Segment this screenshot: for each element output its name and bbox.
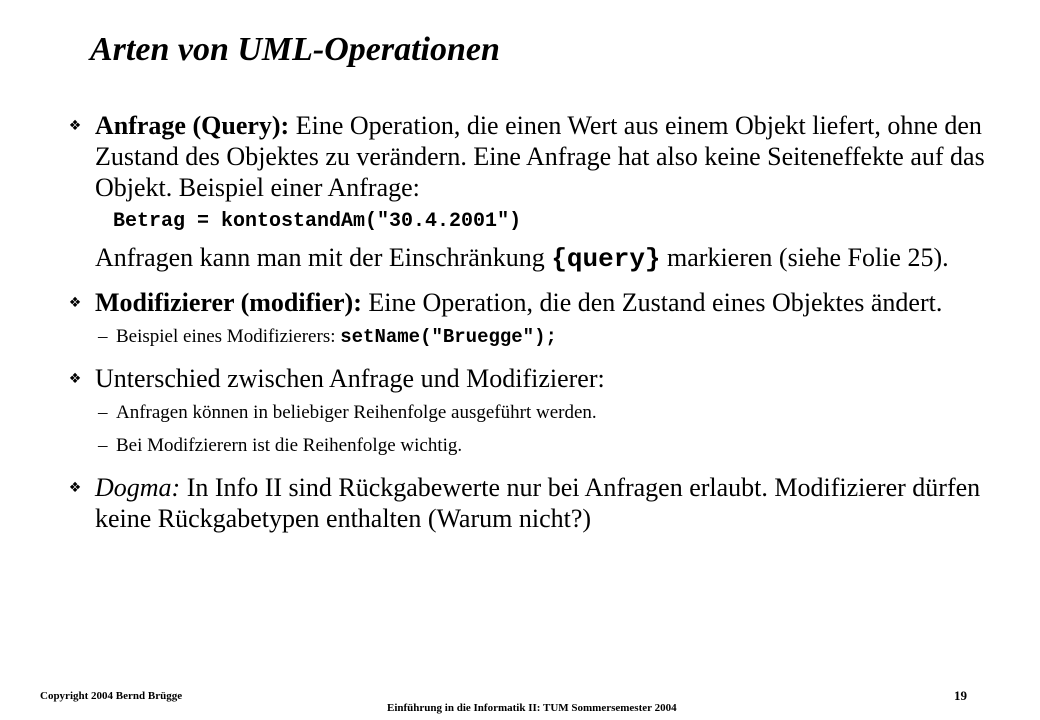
modifier-definition xyxy=(95,287,1020,318)
dash-marker: – xyxy=(98,435,108,456)
footer-course: Einführung in die Informatik II: TUM Sommersemester 2004 xyxy=(387,702,677,714)
bullet-modifier xyxy=(60,287,1020,351)
diamond-bullet-icon: ❖ xyxy=(68,371,82,387)
dash-marker: – xyxy=(98,402,108,423)
query-text: Eine Operation, die einen Wert aus einem Objekt liefert, ohne den Zustand des Objektes zu verändern. Eine Anfrage hat also keine Seiteneffekte auf das Objekt. Beispiel einer Anfrage: xyxy=(95,111,985,202)
dogma-body: In Info II sind Rückgabewerte nur bei Anfragen erlaubt. Modifizierer dürfen keine Rückgabetypen enthalten (Warum nicht?) xyxy=(95,473,981,533)
query-note-after: markieren (siehe Folie 25). xyxy=(660,243,949,272)
difference-sub-1 xyxy=(98,399,1020,427)
dogma-text xyxy=(95,472,1020,534)
query-note-code: {query} xyxy=(551,244,661,274)
bullet-query xyxy=(60,110,1020,275)
footer-copyright: Copyright 2004 Bernd Brügge xyxy=(40,690,183,702)
modifier-example xyxy=(98,323,1020,351)
page-number: 19 xyxy=(954,688,967,703)
query-definition xyxy=(95,110,1020,203)
difference-sub-1-text: Anfragen können in beliebiger Reihenfolge ausgeführt werden. xyxy=(116,402,597,423)
dogma-term: Dogma: xyxy=(95,473,181,502)
bullet-dogma xyxy=(60,472,1020,534)
difference-sub-2 xyxy=(98,432,1020,460)
slide-title: Arten von UML-Operationen xyxy=(90,31,500,68)
query-note xyxy=(95,242,1020,275)
difference-text: Unterschied zwischen Anfrage und Modifizierer: xyxy=(95,364,605,393)
bullet-list xyxy=(60,110,1020,534)
difference-sub-2-text: Bei Modifzierern ist die Reihenfolge wichtig. xyxy=(116,435,463,456)
diamond-bullet-icon: ❖ xyxy=(68,480,82,496)
modifier-example-label: Beispiel eines Modifizierers: xyxy=(116,326,341,347)
modifier-example-code: setName("Bruegge"); xyxy=(340,326,557,348)
diamond-bullet-icon: ❖ xyxy=(68,295,82,311)
bullet-difference xyxy=(60,363,1020,460)
query-term: Anfrage (Query): xyxy=(95,111,290,140)
modifier-term: Modifizierer (modifier): xyxy=(95,288,362,317)
modifier-text: Eine Operation, die den Zustand eines Objektes ändert. xyxy=(361,288,943,317)
query-code-example: Betrag = kontostandAm("30.4.2001") xyxy=(113,210,522,233)
dash-marker: – xyxy=(98,326,108,347)
diamond-bullet-icon: ❖ xyxy=(68,118,82,134)
query-note-before: Anfragen kann man mit der Einschränkung xyxy=(95,243,552,272)
